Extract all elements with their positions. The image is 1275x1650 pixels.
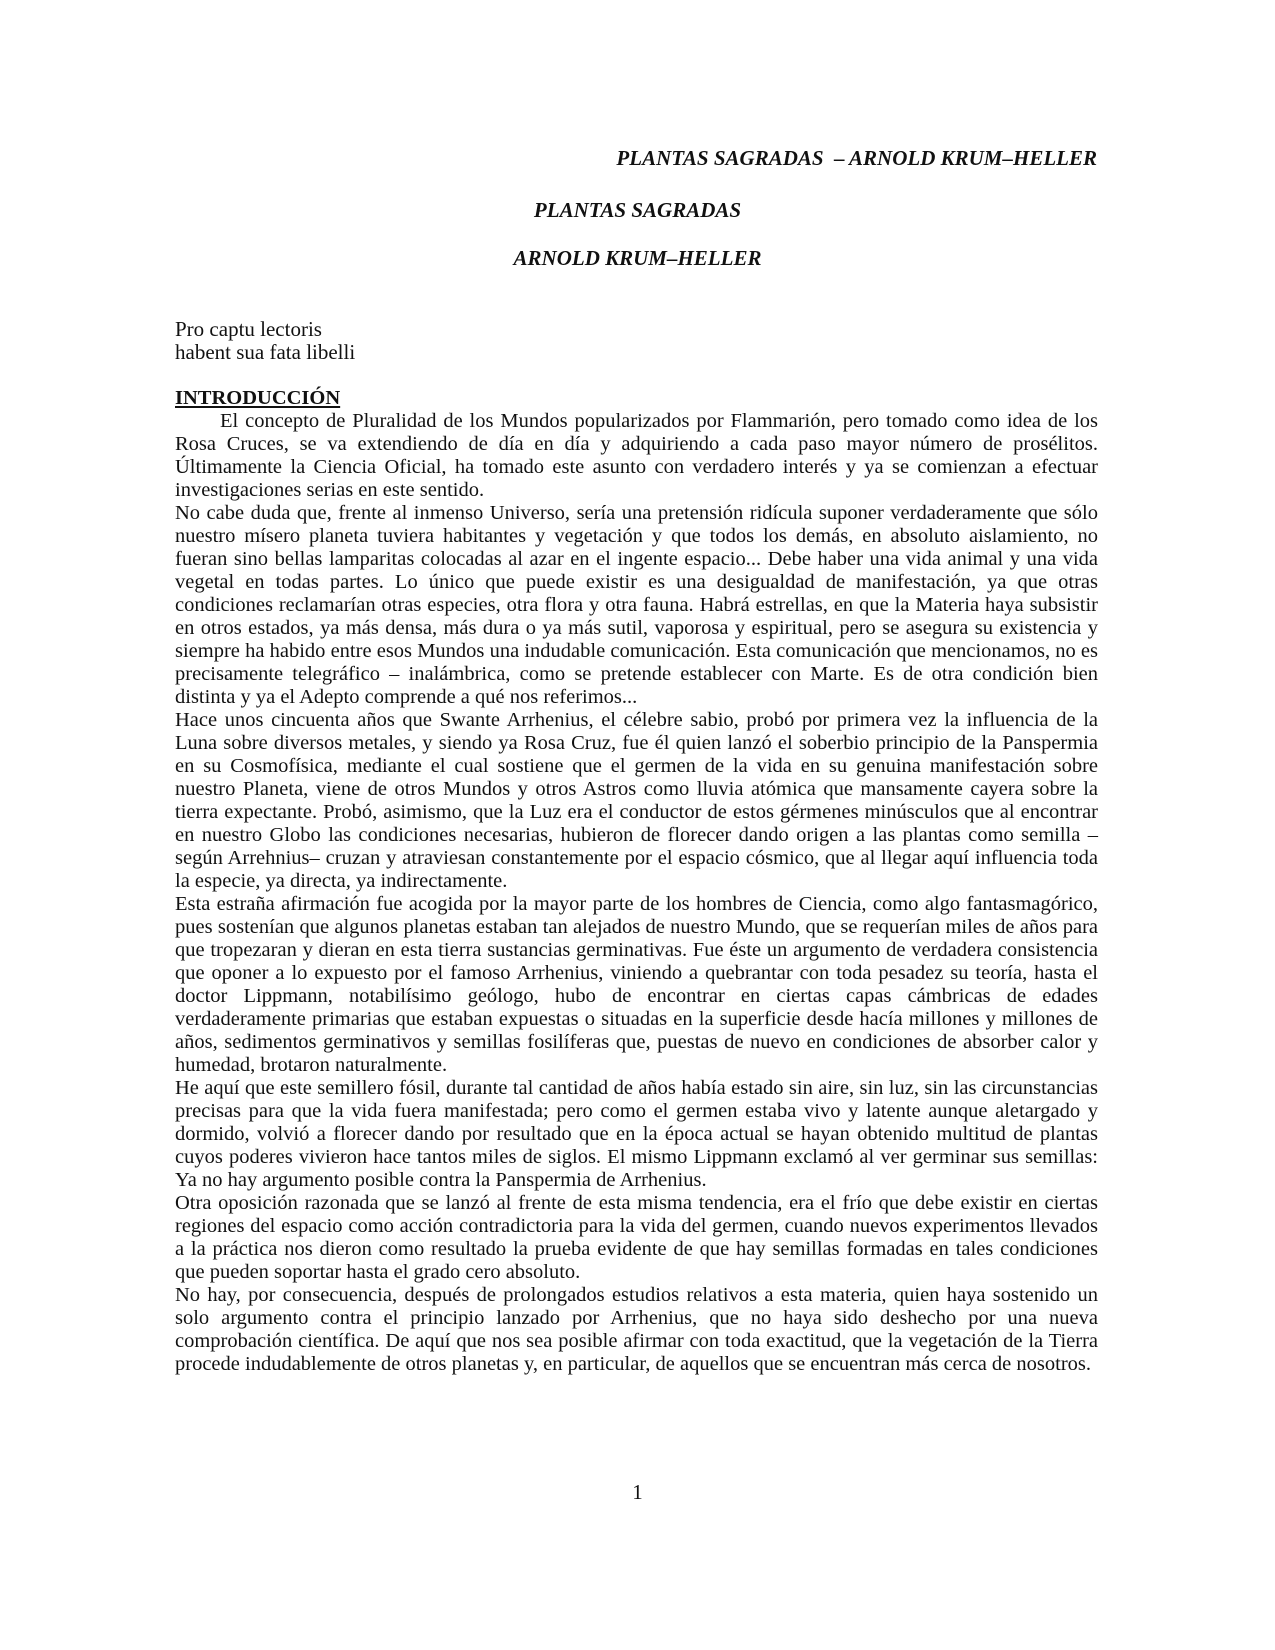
paragraph: Hace unos cincuenta años que Swante Arrhenius, el célebre sabio, probó por primera vez la influencia de la Luna sobre diversos metales, y siendo ya Rosa Cruz, fue él quien lanzó el soberbio principio de la Panspermia en su Cosmofísica, mediante el cual sostiene que el germen de la vida en su genuina manifestación sobre nuestro Planeta, viene de otros Mundos y otros Astros como lluvia atómica que mansamente cayera sobre la tierra expectante. Probó, asimismo, que la Luz era el conductor de estos gérmenes minúsculos que al encontrar en nuestro Globo las condiciones necesarias, hubieron de florecer dando origen a las plantas como semilla –según Arrehnius– cruzan y atraviesan constantemente por el espacio cósmico, que al llegar aquí influencia toda la especie, ya directa, ya indirectamente. [175, 709, 1098, 892]
section-heading: INTRODUCCIÓN [175, 387, 341, 409]
paragraph: El concepto de Pluralidad de los Mundos popularizados por Flammarión, pero tomado como idea de los Rosa Cruces, se va extendiendo de día en día y adquiriendo a cada paso mayor número de prosélitos. Últimamente la Ciencia Oficial, ha tomado este asunto con verdadero interés y ya se comienzan a efectuar investigaciones serias en este sentido. [175, 410, 1098, 501]
document-title: PLANTAS SAGRADAS [533, 198, 742, 222]
paragraph: No hay, por consecuencia, después de prolongados estudios relativos a esta materia, quien haya sostenido un solo argumento contra el principio lanzado por Arrhenius, que no haya sido deshecho por una nueva comprobación científica. De aquí que nos sea posible afirmar con toda exactitud, que la vegetación de la Tierra procede indudablemente de otros planetas y, en particular, de aquellos que se encuentran más cerca de nosotros. [175, 1284, 1098, 1375]
paragraph: No cabe duda que, frente al inmenso Universo, sería una pretensión ridícula suponer verdaderamente que sólo nuestro mísero planeta tuviera habitantes y vegetación y que todos los demás, en absoluto aislamiento, no fueran sino bellas lamparitas colocadas al azar en el ingente espacio... Debe haber una vida animal y una vida vegetal en todas partes. Lo único que puede existir es una desigualdad de manifestación, ya que otras condiciones reclamarían otras especies, otra flora y otra fauna. Habrá estrellas, en que la Materia haya subsistir en otros estados, ya más densa, más dura o ya más sutil, vaporosa y espiritual, pero se asegura su existencia y siempre ha habido entre esos Mundos una indudable comunicación. Esta comunicación que mencionamos, no es precisamente telegráfico – inalámbrica, como se pretende establecer con Marte. Es de otra condición bien distinta y ya el Adepto comprende a qué nos referimos... [175, 502, 1098, 708]
epigraph-line-2: habent sua fata libelli [175, 340, 356, 364]
body-text [175, 387, 1098, 1376]
epigraph [175, 318, 355, 364]
page-number: 1 [632, 1480, 643, 1504]
epigraph-line-1: Pro captu lectoris [175, 317, 322, 341]
paragraph: Esta estraña afirmación fue acogida por la mayor parte de los hombres de Ciencia, como algo fantasmagórico, pues sostenían que algunos planetas estaban tan alejados de nuestro Mundo, que se requerían miles de años para que tropezaran y dieran en esta tierra sustancias germinativas. Fue éste un argumento de verdadera consistencia que oponer a lo expuesto por el famoso Arrhenius, viniendo a quebrantar con toda pesadez su teoría, hasta el doctor Lippmann, notabilísimo geólogo, hubo de encontrar en ciertas capas cámbricas de edades verdaderamente primarias que estaban expuestas o situadas en la superficie desde hacía millones y millones de años, sedimentos germinativos y semillas fosilíferas que, puestas de nuevo en condiciones de absorber calor y humedad, brotaron naturalmente. [175, 893, 1098, 1076]
paragraph: Otra oposición razonada que se lanzó al frente de esta misma tendencia, era el frío que debe existir en ciertas regiones del espacio como acción contradictoria para la vida del germen, cuando nuevos experimentos llevados a la práctica nos dieron como resultado la prueba evidente de que hay semillas formadas en tales condiciones que pueden soportar hasta el grado cero absoluto. [175, 1192, 1098, 1283]
document-author: ARNOLD KRUM–HELLER [513, 246, 762, 270]
running-header: PLANTAS SAGRADAS – ARNOLD KRUM–HELLER [616, 146, 1097, 170]
paragraph: He aquí que este semillero fósil, durante tal cantidad de años había estado sin aire, sin luz, sin las circunstancias precisas para que la vida fuera manifestada; pero como el germen estaba vivo y latente aunque aletargado y dormido, volvió a florecer dando por resultado que en la época actual se hayan obtenido multitud de plantas cuyos poderes vivieron hace tantos miles de siglos. El mismo Lippmann exclamó al ver germinar sus semillas: Ya no hay argumento posible contra la Panspermia de Arrhenius. [175, 1077, 1098, 1191]
